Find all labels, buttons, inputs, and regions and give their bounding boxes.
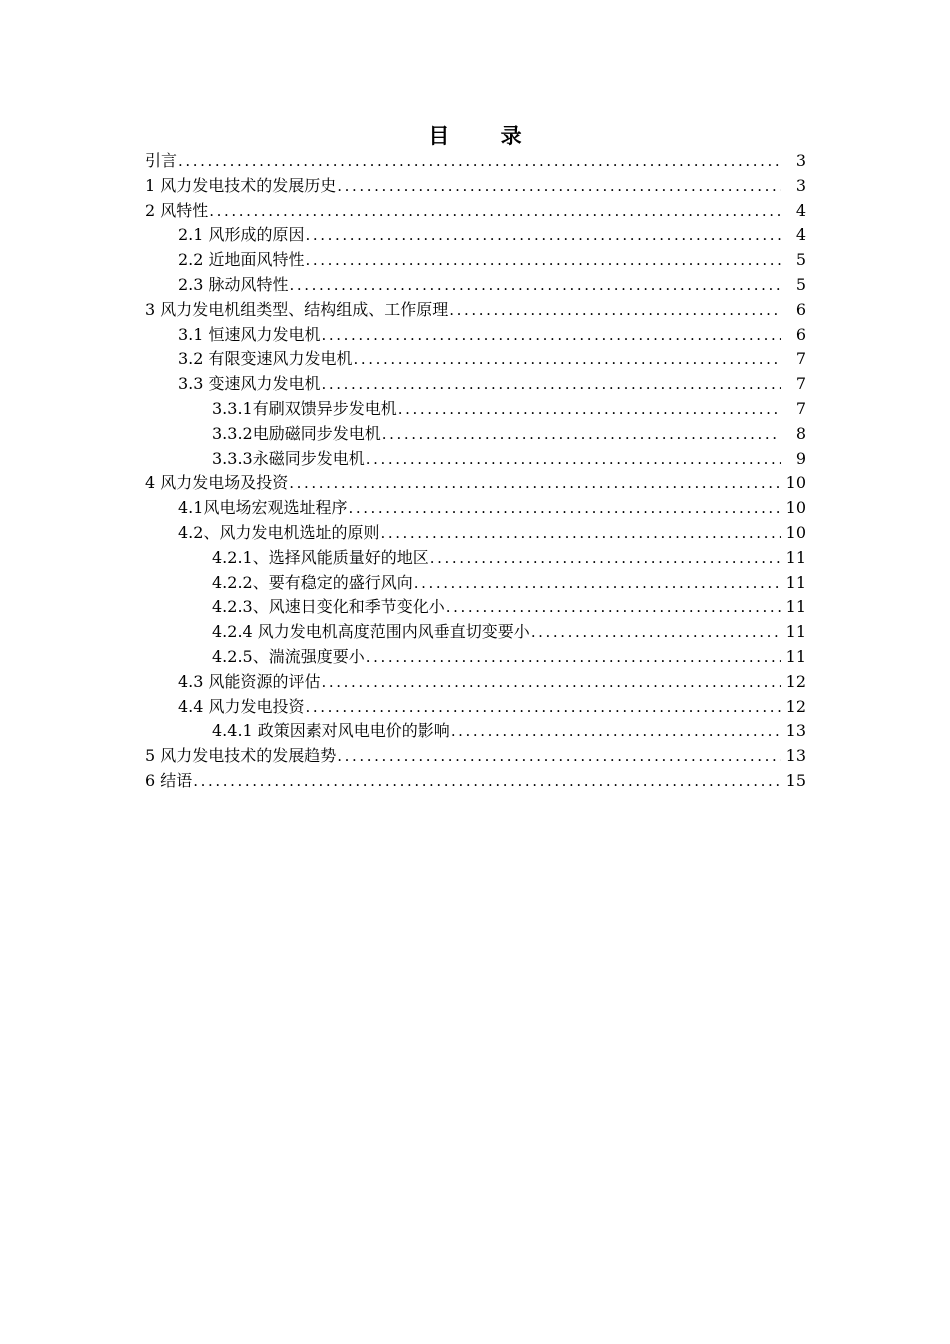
toc-dot-leader bbox=[290, 273, 781, 298]
toc-page-number: 8 bbox=[795, 423, 806, 443]
toc-entry-title: 2.1 风形成的原因 bbox=[178, 225, 305, 245]
table-of-contents bbox=[0, 149, 950, 794]
toc-dot-leader bbox=[366, 645, 781, 670]
toc-dot-leader bbox=[398, 397, 781, 422]
toc-dot-leader bbox=[451, 719, 781, 744]
toc-entry-title: 4.2.2、要有稳定的盛行风向 bbox=[212, 572, 413, 592]
toc-page-number: 12 bbox=[785, 696, 806, 716]
toc-entry[interactable] bbox=[0, 248, 950, 273]
toc-dot-leader bbox=[306, 695, 781, 720]
toc-dot-leader bbox=[531, 620, 781, 645]
toc-entry[interactable] bbox=[0, 546, 950, 571]
toc-entry-title: 3.3.1有刷双馈异步发电机 bbox=[212, 398, 397, 418]
toc-dot-leader bbox=[178, 149, 781, 174]
toc-entry-title: 4.4 风力发电投资 bbox=[178, 696, 305, 716]
toc-dot-leader bbox=[449, 298, 781, 323]
toc-entry[interactable] bbox=[0, 199, 950, 224]
toc-entry-title: 1 风力发电技术的发展历史 bbox=[145, 175, 337, 195]
toc-page-number: 4 bbox=[795, 225, 806, 245]
toc-entry[interactable] bbox=[0, 670, 950, 695]
toc-dot-leader bbox=[322, 670, 781, 695]
toc-entry-title: 4.2.3、风速日变化和季节变化小 bbox=[212, 597, 445, 617]
toc-entry[interactable] bbox=[0, 769, 950, 794]
toc-entry-title: 3.3.2电励磁同步发电机 bbox=[212, 423, 381, 443]
toc-entry[interactable] bbox=[0, 347, 950, 372]
toc-entry[interactable] bbox=[0, 521, 950, 546]
toc-page-number: 5 bbox=[795, 250, 806, 270]
toc-title: 目 录 bbox=[428, 123, 544, 148]
toc-entry[interactable] bbox=[0, 571, 950, 596]
toc-entry-title: 2 风特性 bbox=[145, 200, 209, 220]
toc-page-number: 11 bbox=[785, 597, 806, 617]
toc-entry[interactable] bbox=[0, 223, 950, 248]
toc-entry-title: 5 风力发电技术的发展趋势 bbox=[145, 746, 337, 766]
toc-dot-leader bbox=[354, 347, 781, 372]
toc-page-number: 11 bbox=[785, 646, 806, 666]
toc-entry-title: 引言 bbox=[145, 151, 178, 170]
toc-page-number: 7 bbox=[795, 374, 806, 394]
toc-page-number: 6 bbox=[795, 299, 806, 319]
toc-page-number: 11 bbox=[785, 572, 806, 592]
toc-page-number: 12 bbox=[785, 671, 806, 691]
toc-entry[interactable] bbox=[0, 719, 950, 744]
toc-page-number: 11 bbox=[785, 622, 806, 642]
toc-entry-title: 4.3 风能资源的评估 bbox=[178, 671, 321, 691]
toc-dot-leader bbox=[446, 595, 781, 620]
toc-entry[interactable] bbox=[0, 645, 950, 670]
toc-page-number: 10 bbox=[785, 522, 806, 542]
toc-entry-title: 2.3 脉动风特性 bbox=[178, 274, 289, 294]
toc-entry[interactable] bbox=[0, 595, 950, 620]
toc-entry-title: 6 结语 bbox=[145, 770, 193, 790]
toc-entry-title: 3.3 变速风力发电机 bbox=[178, 374, 321, 394]
toc-dot-leader bbox=[366, 447, 781, 472]
toc-entry-title: 4.4.1 政策因素对风电电价的影响 bbox=[212, 721, 450, 741]
toc-dot-leader bbox=[306, 223, 781, 248]
toc-entry[interactable] bbox=[0, 149, 950, 174]
toc-entry[interactable] bbox=[0, 273, 950, 298]
toc-page-number: 5 bbox=[795, 274, 806, 294]
toc-dot-leader bbox=[209, 199, 781, 224]
toc-dot-leader bbox=[289, 471, 781, 496]
toc-page-number: 13 bbox=[785, 746, 806, 766]
toc-entry-title: 4.2.4 风力发电机高度范围内风垂直切变要小 bbox=[212, 622, 530, 642]
toc-entry-title: 4.2.5、湍流强度要小 bbox=[212, 646, 365, 666]
toc-dot-leader bbox=[306, 248, 781, 273]
toc-page-number: 3 bbox=[795, 175, 806, 195]
toc-page-number: 9 bbox=[795, 448, 806, 468]
toc-dot-leader bbox=[430, 546, 781, 571]
toc-page-number: 4 bbox=[795, 200, 806, 220]
toc-dot-leader bbox=[380, 521, 781, 546]
toc-dot-leader bbox=[337, 744, 781, 769]
toc-entry[interactable] bbox=[0, 298, 950, 323]
toc-page-number: 6 bbox=[795, 324, 806, 344]
toc-dot-leader bbox=[193, 769, 781, 794]
toc-entry[interactable] bbox=[0, 695, 950, 720]
toc-page-number: 7 bbox=[795, 349, 806, 369]
toc-page-number: 10 bbox=[785, 498, 806, 518]
toc-entry[interactable] bbox=[0, 323, 950, 348]
toc-entry[interactable] bbox=[0, 372, 950, 397]
toc-entry[interactable] bbox=[0, 397, 950, 422]
toc-page-number: 3 bbox=[795, 151, 806, 170]
toc-entry-title: 3 风力发电机组类型、结构组成、工作原理 bbox=[145, 299, 449, 319]
toc-page-number: 7 bbox=[795, 398, 806, 418]
toc-entry-title: 4.2、风力发电机选址的原则 bbox=[178, 522, 380, 542]
toc-dot-leader bbox=[322, 323, 781, 348]
toc-entry[interactable] bbox=[0, 496, 950, 521]
toc-entry[interactable] bbox=[0, 174, 950, 199]
toc-dot-leader bbox=[348, 496, 781, 521]
toc-page-number: 13 bbox=[785, 721, 806, 741]
toc-dot-leader bbox=[322, 372, 781, 397]
toc-entry-title: 4.2.1、选择风能质量好的地区 bbox=[212, 547, 429, 567]
toc-entry[interactable] bbox=[0, 422, 950, 447]
toc-entry-title: 3.2 有限变速风力发电机 bbox=[178, 349, 353, 369]
toc-dot-leader bbox=[414, 571, 781, 596]
toc-entry-title: 4 风力发电场及投资 bbox=[145, 473, 289, 493]
toc-entry-title: 2.2 近地面风特性 bbox=[178, 250, 305, 270]
toc-page-number: 15 bbox=[785, 770, 806, 790]
toc-dot-leader bbox=[382, 422, 781, 447]
toc-entry[interactable] bbox=[0, 471, 950, 496]
toc-page-number: 11 bbox=[785, 547, 806, 567]
toc-dot-leader bbox=[337, 174, 781, 199]
toc-entry-title: 4.1风电场宏观选址程序 bbox=[178, 498, 348, 518]
toc-entry-title: 3.3.3永磁同步发电机 bbox=[212, 448, 365, 468]
toc-entry[interactable] bbox=[0, 744, 950, 769]
toc-page-number: 10 bbox=[785, 473, 806, 493]
toc-entry[interactable] bbox=[0, 620, 950, 645]
toc-entry-title: 3.1 恒速风力发电机 bbox=[178, 324, 321, 344]
toc-entry[interactable] bbox=[0, 447, 950, 472]
